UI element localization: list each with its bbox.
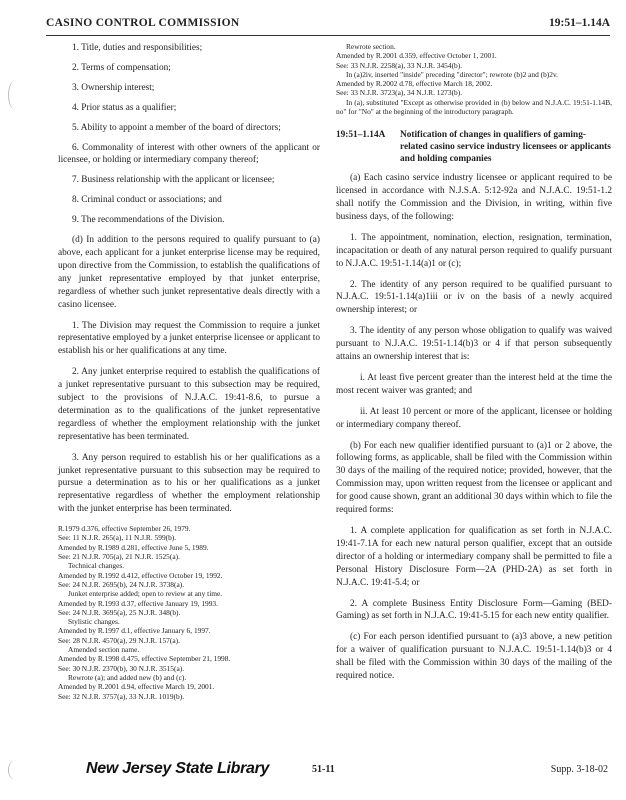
history-notes: [58, 524, 320, 701]
history-line: Technical changes.: [68, 561, 125, 571]
history-line: Amended by R.1992 d.412, effective October 19, 1992.: [58, 570, 223, 580]
list-item: 7. Business relationship with the applicant or licensee;: [72, 175, 275, 186]
header-title: CASINO CONTROL COMMISSION: [46, 17, 240, 29]
paragraph-d: (d) In addition to the persons required to qualify pursuant to (a) above, each applicant for a junket enterprise license may be required, upon directive from the Commission, to establish the qualifications of any junket representative employed by that junket enterprise, regardless of whether such junket representative deals directly with a casino licensee.: [58, 235, 320, 310]
history-line: See: 33 N.J.R. 3723(a), 34 N.J.R. 1273(b).: [336, 88, 463, 98]
history-line: In (a), substituted "Except as otherwise provided in (b) below and N.J.A.C. 19:51-1.14B, no" for "No" at the beginning of the introductory paragraph.: [336, 97, 612, 117]
history-line: Amended by R.2001 d.94, effective March 19, 2001.: [58, 682, 215, 692]
history-line: Amended by R.1997 d.1, effective January 6, 1997.: [58, 626, 211, 636]
paragraph-a-3: 3. The identity of any person whose obligation to qualify was waived pursuant to N.J.A.C. 19:51-1.14(b)3 or 4 if that person subsequently attains an ownership interest that is:: [336, 326, 612, 363]
list-item: 9. The recommendations of the Division.: [72, 215, 225, 226]
section-heading: [336, 130, 612, 165]
history-line: Amended section name.: [68, 645, 140, 655]
section-number: 19:51–1.14A: [336, 130, 386, 141]
paragraph-a-3-i: i. At least five percent greater than the interest held at the time the most recent waiver was granted; and: [336, 372, 612, 396]
history-line: See: 21 N.J.R. 705(a), 21 N.J.R. 1525(a).: [58, 552, 180, 562]
library-stamp: New Jersey State Library: [86, 760, 270, 777]
header-section-number: 19:51–1.14A: [548, 17, 610, 29]
section-title: Notification of changes in qualifiers of gaming-related casino service industry licensees or applicants and holding companies: [400, 130, 611, 164]
paragraph-a-1: 1. The appointment, nomination, election, resignation, termination, incapacitation or death of any natural person required to qualify pursuant to N.J.A.C. 19:51-1.14(a)1 or (c);: [336, 232, 612, 269]
left-column: [58, 42, 320, 701]
paragraph-d-2: 2. Any junket enterprise required to establish the qualifications of a junket representative pursuant to this subsection may be required, subject to the provisions of N.J.A.C. 19:41-8.6, to pursue a determination as to the qualifications of the junket representative regardless of whether the employment relationship with the junket representative has been terminated.: [58, 367, 320, 442]
paragraph-b-2: 2. A complete Business Entity Disclosure Form—Gaming (BED-Gaming) as set forth in N.J.A.C. 19:41-5.15 for each new entity qualifier.: [336, 598, 612, 622]
list-item: 6. Commonality of interest with other owners of the applicant or licensee, or holding or intermediary company thereof;: [58, 142, 320, 166]
history-line: See: 28 N.J.R. 4570(a), 29 N.J.R. 157(a).: [58, 635, 180, 645]
list-item: 2. Terms of compensation;: [72, 62, 171, 73]
history-line: Junket enterprise added; open to review at any time.: [68, 589, 223, 599]
right-column: [336, 42, 612, 691]
supplement-date: Supp. 3-18-02: [550, 764, 608, 775]
history-line: R.1979 d.376, effective September 26, 1979.: [58, 524, 191, 534]
history-notes-top: [336, 42, 612, 116]
list-item: 8. Criminal conduct or associations; and: [72, 195, 222, 206]
page-footer: [0, 762, 626, 786]
history-line: See: 33 N.J.R. 2258(a), 33 N.J.R. 3454(b).: [336, 60, 463, 70]
history-line: Amended by R.1993 d.37, effective January 19, 1993.: [58, 598, 218, 608]
paragraph-b-1: 1. A complete application for qualification as set forth in N.J.A.C. 19:41-7.1A for each new natural person qualifier, except that an outside director of a holding or intermediary company shall be permitted to file a Personal History Disclosure Form—2A (PHD-2A) as set forth in N.J.A.C. 19:41-5.4; or: [336, 526, 612, 588]
scan-margin-mark: [8, 80, 23, 110]
history-line: See: 24 N.J.R. 3695(a), 25 N.J.R. 348(b).: [58, 607, 181, 617]
list-item: 3. Ownership interest;: [72, 82, 155, 93]
list-item: 1. Title, duties and responsibilities;: [72, 43, 203, 53]
history-line: See: 30 N.J.R. 2370(b), 30 N.J.R. 3515(a).: [58, 663, 185, 673]
paragraph-d-3: 3. Any person required to establish his or her qualifications as a junket representative pursuant to this subsection may be required to pursue a determination as to his or her qualifications as a junket representative regardless of whether the employment relationship with the junket enterprise has been terminated.: [58, 452, 320, 515]
paragraph-c: (c) For each person identified pursuant to (a)3 above, a new petition for a waiver of qualification pursuant to N.J.A.C. 19:51-1.14(b)3 or 4 shall be filed with the Commission within 30 days of the mailing of the required notice.: [336, 632, 612, 682]
history-line: See: 24 N.J.R. 2695(b), 24 N.J.R. 3738(a).: [58, 579, 185, 589]
history-line: Stylistic changes.: [68, 617, 120, 627]
history-line: Amended by R.1998 d.475, effective September 21, 1998.: [58, 654, 231, 664]
history-line: Rewrote (a); and added new (b) and (c).: [68, 672, 187, 682]
paragraph-a-3-ii: ii. At least 10 percent or more of the applicant, licensee or holding or intermediary company thereof.: [336, 406, 612, 430]
factor-list: [58, 42, 320, 227]
history-line: Amended by R.1989 d.281, effective June 5, 1989.: [58, 542, 209, 552]
list-item: 5. Ability to appoint a member of the board of directors;: [72, 122, 281, 133]
history-line: Amended by R.2002 d.78, effective March 18, 2002.: [336, 79, 493, 89]
history-line: In (a)2iv, inserted "inside" preceding "director"; rewrote (b)2 and (b)2v.: [346, 69, 559, 79]
paragraph-a: (a) Each casino service industry licensee or applicant required to be licensed in accordance with N.J.S.A. 5:12-92a and N.J.A.C. 19:51-1.2 shall notify the Commission and the Division, in writing, within five business days, of the following:: [336, 173, 612, 222]
running-header: [46, 15, 610, 36]
history-line: Amended by R.2001 d.359, effective October 1, 2001.: [336, 51, 497, 61]
paragraph-a-2: 2. The identity of any person required to be qualified pursuant to N.J.A.C. 19:51-1.14(a)1iii or iv on the basis of a newly acquired ownership interest; or: [336, 279, 612, 316]
list-item: 4. Prior status as a qualifier;: [72, 102, 177, 113]
paragraph-d-1: 1. The Division may request the Commission to require a junket representative employed by a junket enterprise licensee or applicant to establish his or her qualifications at any time.: [58, 320, 321, 357]
page-number: 51-11: [312, 764, 335, 775]
history-line: See: 32 N.J.R. 3757(a), 33 N.J.R. 1019(b).: [58, 691, 185, 701]
paragraph-b: (b) For each new qualifier identified pursuant to (a)1 or 2 above, the following forms, as applicable, shall be filed with the Commission within 30 days of the mailing of the required notice; provided, however, that the Commission may, upon written request from the licensee or applicant and for good cause shown, grant an additional 30 days within which to file the required forms:: [336, 440, 612, 516]
history-line: Rewrote section.: [346, 42, 396, 51]
history-line: See: 11 N.J.R. 265(a), 11 N.J.R. 599(b).: [58, 533, 177, 543]
